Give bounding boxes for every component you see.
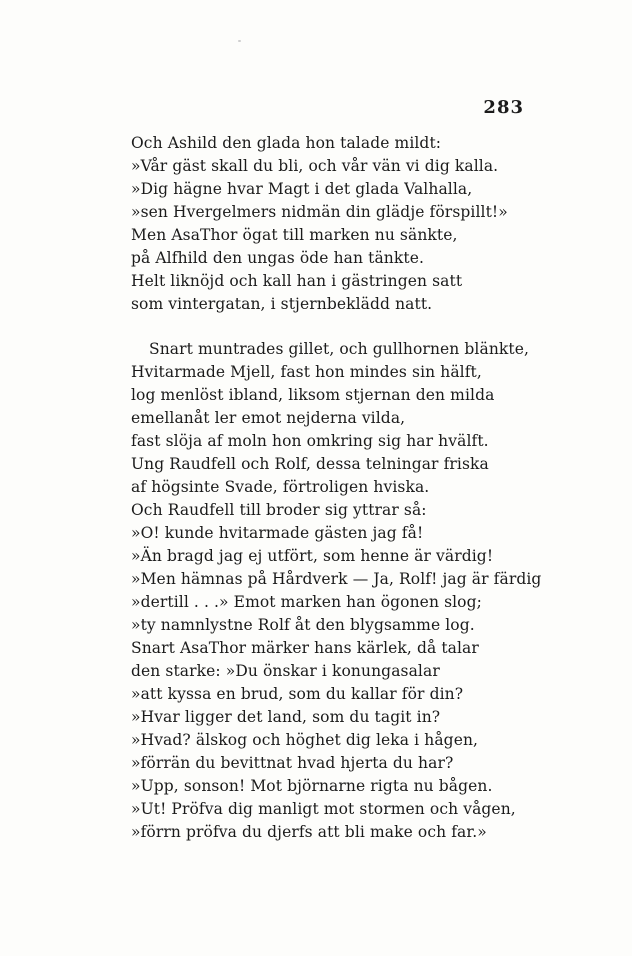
verse-line: »förrän du bevittnat hvad hjerta du har? [131, 754, 454, 772]
verse-line: »Dig hägne hvar Magt i det glada Valhalla, [131, 180, 473, 198]
verse-line: Snart muntrades gillet, och gullhornen blänkte, [149, 340, 530, 358]
verse-line: »Ut! Pröfva dig manligt mot stormen och vågen, [131, 800, 516, 818]
poem-text [131, 132, 551, 844]
verse-line: Helt liknöjd och kall han i gästringen satt [131, 272, 463, 290]
verse-line: »sen Hvergelmers nidmän din glädje förspillt!» [131, 203, 508, 221]
verse-line: den starke: »Du önskar i konungasalar [131, 662, 440, 680]
verse-line: emellanåt ler emot nejderna vilda, [131, 409, 406, 427]
verse-line: Ung Raudfell och Rolf, dessa telningar friska [131, 455, 489, 473]
verse-line: som vintergatan, i stjernbeklädd natt. [131, 295, 433, 313]
verse-line: log menlöst ibland, liksom stjernan den milda [131, 386, 495, 404]
verse-line: »Men hämnas på Hårdverk — Ja, Rolf! jag är färdig [131, 570, 542, 588]
verse-line: på Alfhild den ungas öde han tänkte. [131, 249, 424, 267]
verse-line: »Upp, sonson! Mot björnarne rigta nu bågen. [131, 777, 493, 795]
verse-line: »O! kunde hvitarmade gästen jag få! [131, 524, 424, 542]
stanza-1 [131, 132, 551, 316]
verse-line: »Än bragd jag ej utfört, som henne är värdig! [131, 547, 494, 565]
verse-line: »dertill . . .» Emot marken han ögonen slog; [131, 593, 482, 611]
verse-line: Hvitarmade Mjell, fast hon mindes sin hälft, [131, 363, 482, 381]
verse-line: »att kyssa en brud, som du kallar för din? [131, 685, 464, 703]
verse-line: Och Raudfell till broder sig yttrar så: [131, 501, 427, 519]
verse-line: af högsinte Svade, förtroligen hviska. [131, 478, 430, 496]
verse-line: Snart AsaThor märker hans kärlek, då talar [131, 639, 479, 657]
verse-line: fast slöja af moln hon omkring sig har hvälft. [131, 432, 489, 450]
verse-line: »Vår gäst skall du bli, och vår vän vi dig kalla. [131, 157, 499, 175]
verse-line: »Hvad? älskog och höghet dig leka i hågen, [131, 731, 479, 749]
verse-line: »ty namnlystne Rolf åt den blygsamme log. [131, 616, 475, 634]
stanza-2 [131, 338, 551, 844]
verse-line: Och Ashild den glada hon talade mildt: [131, 134, 442, 152]
paper-speck [238, 40, 241, 42]
page-number: 283 [483, 97, 524, 118]
verse-line: »Hvar ligger det land, som du tagit in? [131, 708, 441, 726]
verse-line: »förrn pröfva du djerfs att bli make och far.» [131, 823, 487, 841]
verse-line: Men AsaThor ögat till marken nu sänkte, [131, 226, 458, 244]
